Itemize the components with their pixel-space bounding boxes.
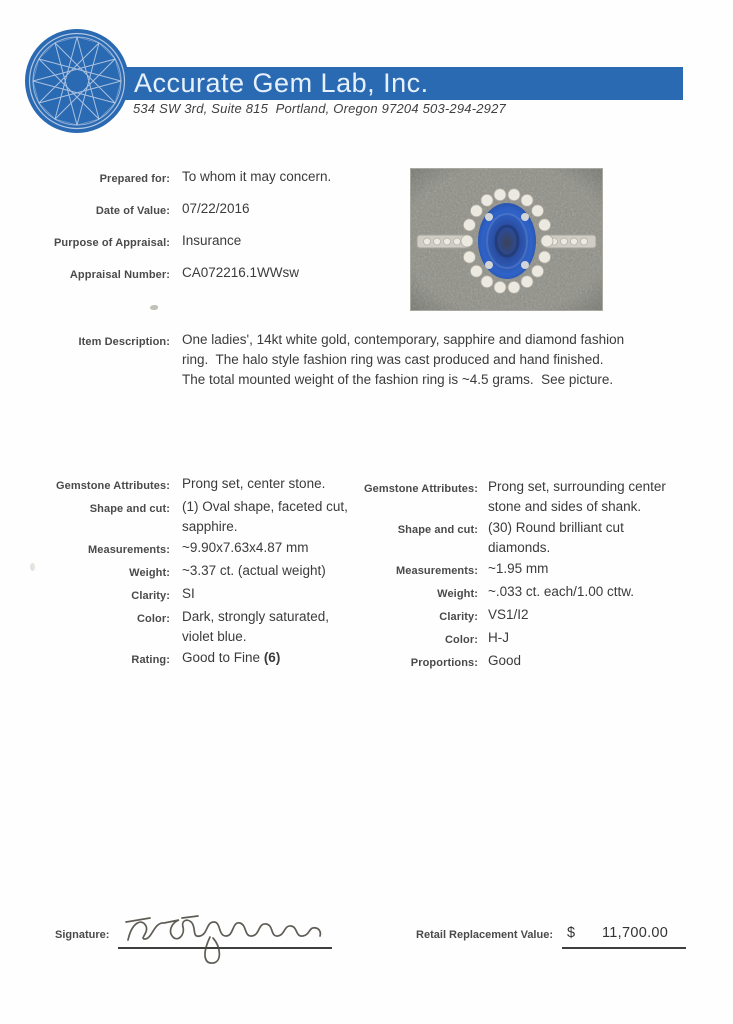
item-description-section [40,330,682,391]
attr-value: ~3.37 ct. (actual weight) [182,563,326,578]
attr-row [355,477,670,517]
attr-value: Prong set, center stone. [182,476,326,491]
attr-value: ~9.90x7.63x4.87 mm [182,540,309,555]
attr-label: Shape and cut: [397,524,478,536]
gemstone-attributes-diamonds [355,477,670,674]
ring-photo-graphic [411,169,602,310]
attr-label: Clarity: [439,611,478,623]
attr-value: (30) Round brilliant cut diamonds. [488,520,628,555]
rating-number: (6) [263,650,281,665]
attr-label: Weight: [437,588,478,600]
attr-row [40,607,360,647]
attr-value: (1) Oval shape, faceted cut, sapphire. [182,499,352,534]
attr-label: Proportions: [410,657,478,669]
retail-replacement-amount: 11,700.00 [602,925,669,941]
attr-label: Weight: [129,567,170,579]
description-line: ring. The halo style fashion ring was cast produced and hand finished. [182,352,604,367]
attr-row [40,497,360,537]
attr-label: Measurements: [88,544,170,556]
attr-value: SI [182,586,195,601]
currency-symbol: $ [567,925,576,941]
attr-value: VS1/I2 [488,607,529,622]
attr-label: Gemstone Attributes: [363,483,478,495]
company-name: Accurate Gem Lab, Inc. [134,68,429,98]
field-value: To whom it may concern. [182,169,332,184]
attr-value: Good [488,653,522,668]
attr-label: Shape and cut: [89,503,170,515]
item-description-text [182,330,682,390]
attr-row [355,582,666,604]
scan-speck [150,305,158,310]
attr-value: Dark, strongly saturated, violet blue. [182,609,333,644]
field-label: Purpose of Appraisal: [54,237,170,249]
gemstone-attributes-center-stone [40,474,360,671]
attr-label: Color: [137,613,170,625]
amount-underline [562,947,686,949]
signature-label: Signature: [55,929,110,941]
description-line: One ladies', 14kt white gold, contemporary, sapphire and diamond fashion [182,332,625,347]
retail-replacement-value-label: Retail Replacement Value: [416,929,553,941]
attr-row-rating [40,648,360,670]
company-address: 534 SW 3rd, Suite 815 Portland, Oregon 97204 503-294-2927 [133,101,506,116]
field-label: Appraisal Number: [69,269,170,281]
attr-value: Prong set, surrounding center stone and sides of shank. [488,479,670,514]
attr-row [40,584,360,606]
description-line: The total mounted weight of the fashion ring is ~4.5 grams. See picture. [182,372,614,387]
attr-label: Clarity: [131,590,170,602]
attr-row [355,559,666,581]
handwritten-signature [124,906,339,970]
field-label: Date of Value: [95,205,170,217]
ring-photo [410,168,603,311]
attr-row [355,651,666,673]
attr-row [40,474,360,496]
item-description-label: Item Description: [78,336,170,348]
field-label: Prepared for: [99,173,170,185]
attr-label: Gemstone Attributes: [55,480,170,492]
attr-row [40,561,360,583]
field-value: Insurance [182,233,242,248]
attr-label: Measurements: [396,565,478,577]
attr-row [355,605,666,627]
attr-value [182,648,360,670]
attr-value: ~1.95 mm [488,561,549,576]
rating-text: Good to Fine [182,650,264,665]
attr-value: ~.033 ct. each/1.00 cttw. [488,584,634,599]
field-value: CA072216.1WWsw [182,265,300,280]
attr-row [355,518,666,558]
attr-row [40,538,360,560]
attr-row [355,628,666,650]
field-value: 07/22/2016 [182,201,250,216]
attr-label: Rating: [131,654,170,666]
gem-logo-icon [24,27,130,135]
scan-speck [30,563,35,571]
attr-label: Color: [445,634,478,646]
attr-value: H-J [488,630,509,645]
